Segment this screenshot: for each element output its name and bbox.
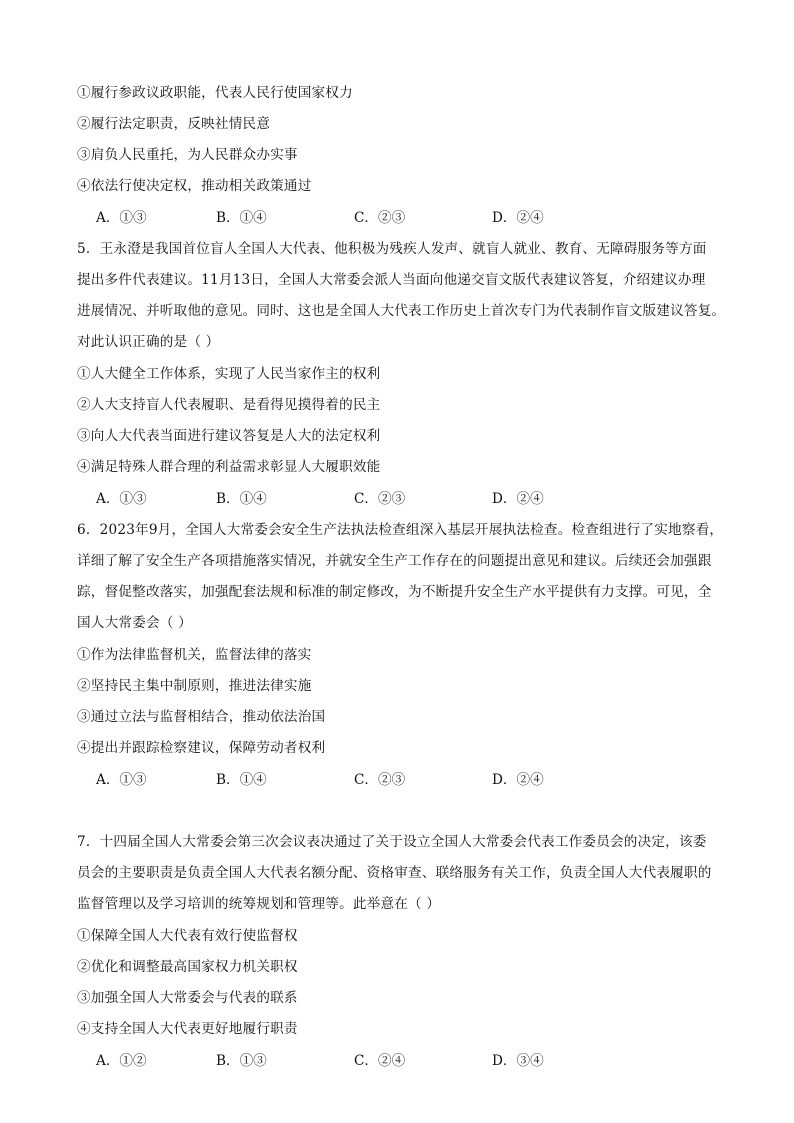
q7-stem-line-2: 员会的主要职责是负责全国人大代表名额分配、资格审查、联络服务有关工作，负责全国人大代表履职的 bbox=[77, 865, 712, 881]
q4-option-c[interactable]: C．②③ bbox=[354, 210, 406, 226]
q6-stem-line-2: 详细了解了安全生产各项措施落实情况，并就安全生产工作存在的问题提出意见和建议。后续还会加强跟 bbox=[77, 553, 712, 569]
q6-option-c[interactable]: C．②③ bbox=[354, 772, 406, 788]
q4-option-d[interactable]: D．②④ bbox=[492, 210, 544, 226]
q7-option-b[interactable]: B．①③ bbox=[216, 1053, 267, 1069]
q6-item-1: ①作为法律监督机关，监督法律的落实 bbox=[77, 647, 312, 663]
q6-option-a[interactable]: A．①③ bbox=[96, 772, 147, 788]
q7-option-a[interactable]: A．①② bbox=[96, 1053, 147, 1069]
q7-stem-line-1: 7．十四届全国人大常委会第三次会议表决通过了关于设立全国人大常委会代表工作委员会的决定，该委 bbox=[77, 834, 707, 850]
q4-item-2: ②履行法定职责，反映社情民意 bbox=[77, 116, 271, 132]
q6-stem-line-1: 6．2023年9月，全国人大常委会安全生产法执法检查组深入基层开展执法检查。检查组进行了实地察看， bbox=[77, 522, 724, 538]
q5-item-1: ①人大健全工作体系，实现了人民当家作主的权利 bbox=[77, 366, 381, 382]
q7-stem-line-3: 监督管理以及学习培训的统筹规划和管理等。此举意在（ ） bbox=[77, 896, 441, 912]
q5-option-d[interactable]: D．②④ bbox=[492, 491, 544, 507]
q7-item-1: ①保障全国人大代表有效行使监督权 bbox=[77, 928, 298, 944]
q4-option-a[interactable]: A．①③ bbox=[96, 210, 147, 226]
q4-option-b[interactable]: B．①④ bbox=[216, 210, 267, 226]
q6-stem-line-4: 国人大常委会（ ） bbox=[77, 615, 192, 631]
q6-item-3: ③通过立法与监督相结合，推动依法治国 bbox=[77, 709, 326, 725]
q7-item-2: ②优化和调整最高国家权力机关职权 bbox=[77, 959, 298, 975]
q5-option-c[interactable]: C．②③ bbox=[354, 491, 406, 507]
q5-item-2: ②人大支持盲人代表履职、是看得见摸得着的民主 bbox=[77, 397, 381, 413]
q6-item-4: ④提出并跟踪检察建议，保障劳动者权利 bbox=[77, 740, 326, 756]
q6-option-d[interactable]: D．②④ bbox=[492, 772, 544, 788]
q5-option-a[interactable]: A．①③ bbox=[96, 491, 147, 507]
q6-option-b[interactable]: B．①④ bbox=[216, 772, 267, 788]
q5-stem-line-1: 5．王永澄是我国首位盲人全国人大代表、他积极为残疾人发声、就盲人就业、教育、无障碍服务等方面 bbox=[77, 241, 707, 257]
q5-stem-line-4: 对此认识正确的是（ ） bbox=[77, 334, 220, 350]
q4-item-1: ①履行参政议政职能，代表人民行使国家权力 bbox=[77, 85, 353, 101]
q5-item-3: ③向人大代表当面进行建议答复是人大的法定权利 bbox=[77, 428, 381, 444]
q5-stem-line-3: 进展情况、并听取他的意见。同时、这也是全国人大代表工作历史上首次专门为代表制作盲文版建议答复。 bbox=[77, 303, 726, 319]
q7-option-c[interactable]: C．②④ bbox=[354, 1053, 406, 1069]
q5-option-b[interactable]: B．①④ bbox=[216, 491, 267, 507]
q5-stem-line-2: 提出多件代表建议。11月13日，全国人大常委会派人当面向他递交盲文版代表建议答复，介绍建议办理 bbox=[77, 272, 706, 288]
q6-item-2: ②坚持民主集中制原则，推进法律实施 bbox=[77, 678, 312, 694]
q7-item-3: ③加强全国人大常委会与代表的联系 bbox=[77, 990, 298, 1006]
q7-option-d[interactable]: D．③④ bbox=[492, 1053, 544, 1069]
q5-item-4: ④满足特殊人群合理的利益需求彰显人大履职效能 bbox=[77, 459, 381, 475]
q7-item-4: ④支持全国人大代表更好地履行职责 bbox=[77, 1021, 298, 1037]
q4-item-4: ④依法行使决定权，推动相关政策通过 bbox=[77, 178, 312, 194]
q4-item-3: ③肩负人民重托，为人民群众办实事 bbox=[77, 147, 298, 163]
q6-stem-line-3: 踪，督促整改落实，加强配套法规和标准的制定修改，为不断提升安全生产水平提供有力支撑。可见，全 bbox=[77, 584, 712, 600]
